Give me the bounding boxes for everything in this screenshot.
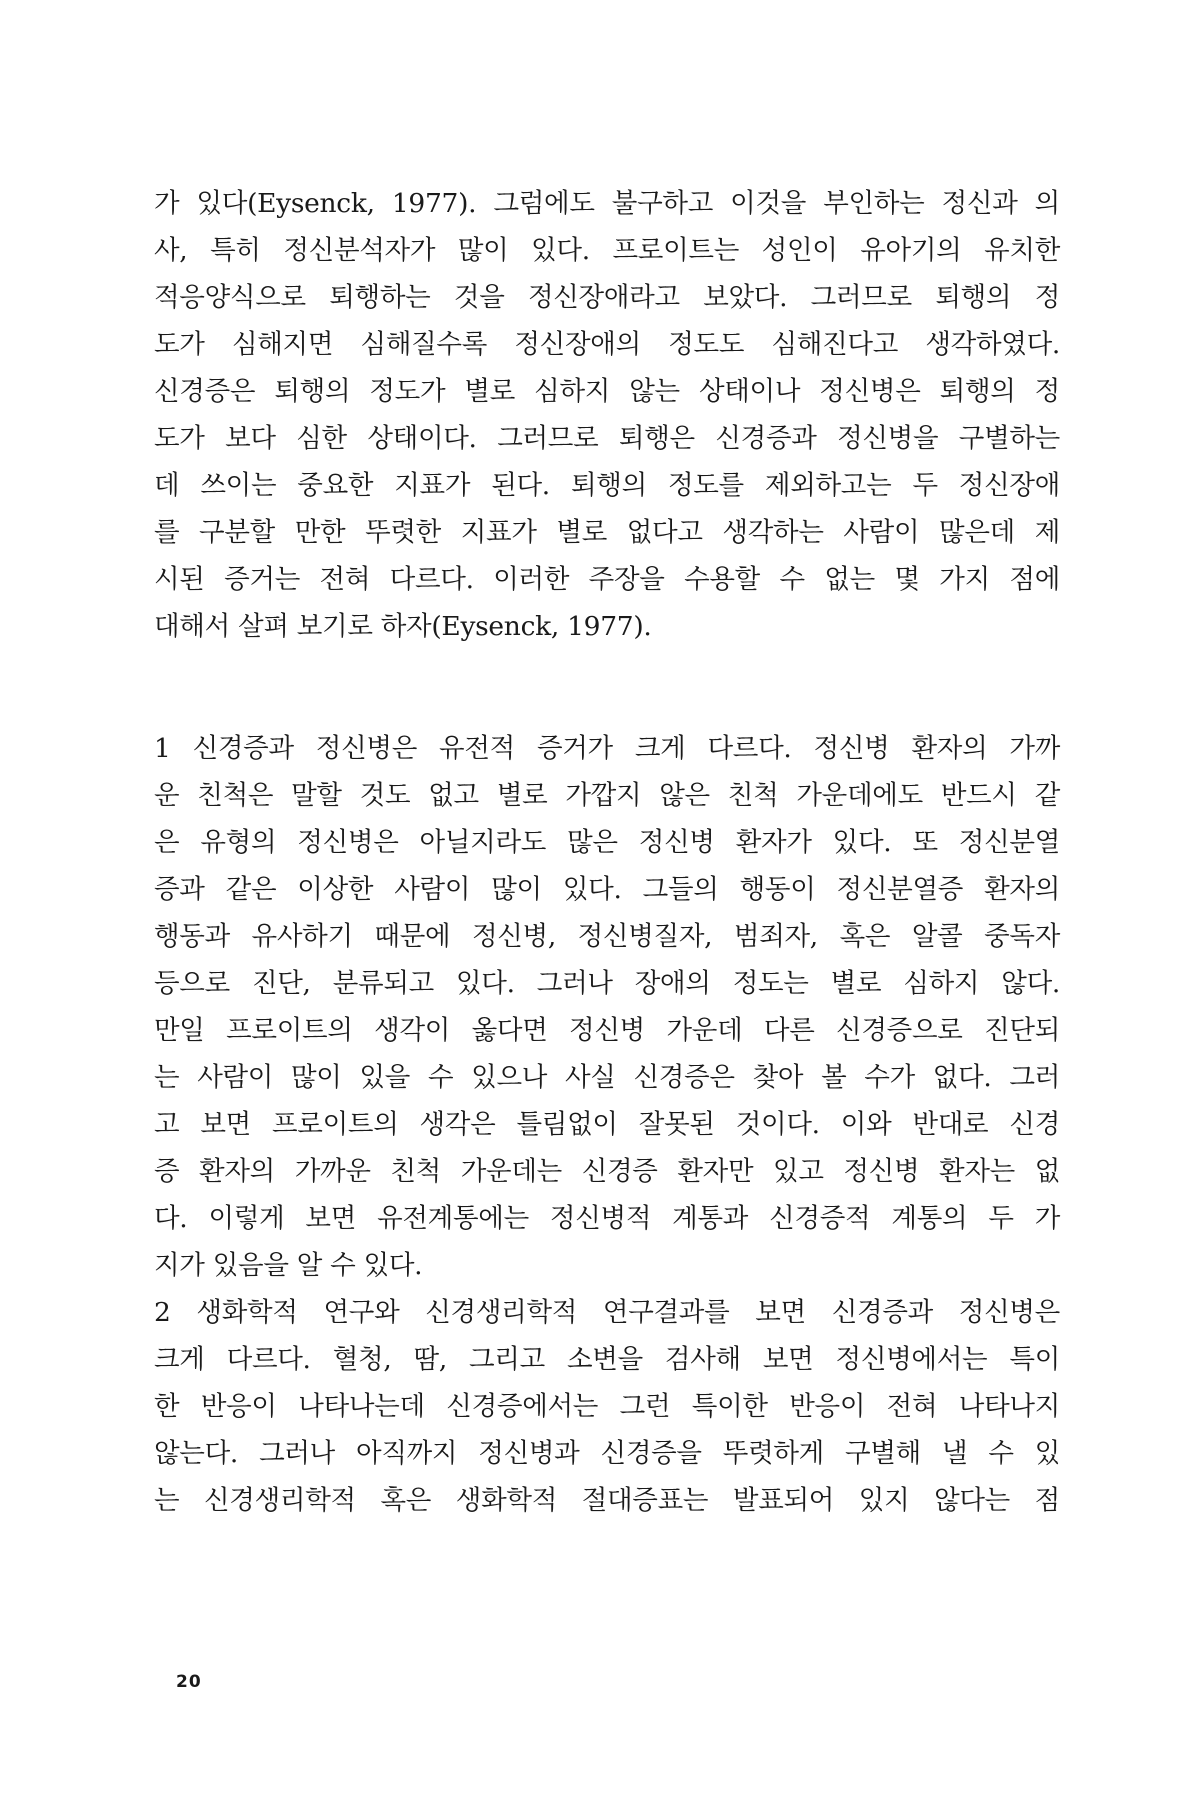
text-line: 도가 보다 심한 상태이다. 그러므로 퇴행은 신경증과 정신병을 구별하는 [154, 423, 1060, 454]
text-line: 한 반응이 나타나는데 신경증에서는 그런 특이한 반응이 전혀 나타나지 [154, 1391, 1060, 1422]
text-line: 신경증은 퇴행의 정도가 별로 심하지 않는 상태이나 정신병은 퇴행의 정 [154, 376, 1060, 407]
text-line: 대해서 살펴 보기로 하자(Eysenck, 1977). [154, 611, 652, 642]
text-line: 지가 있음을 알 수 있다. [154, 1250, 423, 1281]
text-line: 은 유형의 정신병은 아닐지라도 많은 정신병 환자가 있다. 또 정신분열 [154, 827, 1060, 858]
text-line: 1 신경증과 정신병은 유전적 증거가 크게 다르다. 정신병 환자의 가까 [154, 733, 1060, 764]
text-line: 도가 심해지면 심해질수록 정신장애의 정도도 심해진다고 생각하였다. [154, 329, 1060, 360]
text-line: 데 쓰이는 중요한 지표가 된다. 퇴행의 정도를 제외하고는 두 정신장애 [154, 470, 1060, 501]
text-line: 가 있다(Eysenck, 1977). 그럼에도 불구하고 이것을 부인하는 정신과 의 [154, 188, 1060, 219]
text-line: 다. 이렇게 보면 유전계통에는 정신병적 계통과 신경증적 계통의 두 가 [154, 1203, 1060, 1234]
page-number: 20 [176, 1672, 202, 1692]
paragraph-2 [154, 725, 1060, 1524]
text-line: 사, 특히 정신분석자가 많이 있다. 프로이트는 성인이 유아기의 유치한 [154, 235, 1060, 266]
text-line: 운 친척은 말할 것도 없고 별로 가깝지 않은 친척 가운데에도 반드시 같 [154, 780, 1060, 811]
text-line: 증 환자의 가까운 친척 가운데는 신경증 환자만 있고 정신병 환자는 없 [154, 1156, 1060, 1187]
text-line: 2 생화학적 연구와 신경생리학적 연구결과를 보면 신경증과 정신병은 [154, 1297, 1060, 1328]
text-line: 행동과 유사하기 때문에 정신병, 정신병질자, 범죄자, 혹은 알콜 중독자 [154, 921, 1060, 952]
text-line: 시된 증거는 전혀 다르다. 이러한 주장을 수용할 수 없는 몇 가지 점에 [154, 564, 1060, 595]
text-line: 는 신경생리학적 혹은 생화학적 절대증표는 발표되어 있지 않다는 점 [154, 1485, 1060, 1516]
text-line: 적응양식으로 퇴행하는 것을 정신장애라고 보았다. 그러므로 퇴행의 정 [154, 282, 1060, 313]
paragraph-1 [154, 180, 1060, 650]
text-line: 고 보면 프로이트의 생각은 틀림없이 잘못된 것이다. 이와 반대로 신경 [154, 1109, 1060, 1140]
text-line: 는 사람이 많이 있을 수 있으나 사실 신경증은 찾아 볼 수가 없다. 그러 [154, 1062, 1060, 1093]
text-line: 크게 다르다. 혈청, 땀, 그리고 소변을 검사해 보면 정신병에서는 특이 [154, 1344, 1060, 1375]
text-line: 않는다. 그러나 아직까지 정신병과 신경증을 뚜렷하게 구별해 낼 수 있 [154, 1438, 1060, 1469]
text-line: 만일 프로이트의 생각이 옳다면 정신병 가운데 다른 신경증으로 진단되 [154, 1015, 1060, 1046]
text-line: 증과 같은 이상한 사람이 많이 있다. 그들의 행동이 정신분열증 환자의 [154, 874, 1060, 905]
text-line: 를 구분할 만한 뚜렷한 지표가 별로 없다고 생각하는 사람이 많은데 제 [154, 517, 1060, 548]
text-line: 등으로 진단, 분류되고 있다. 그러나 장애의 정도는 별로 심하지 않다. [154, 968, 1060, 999]
